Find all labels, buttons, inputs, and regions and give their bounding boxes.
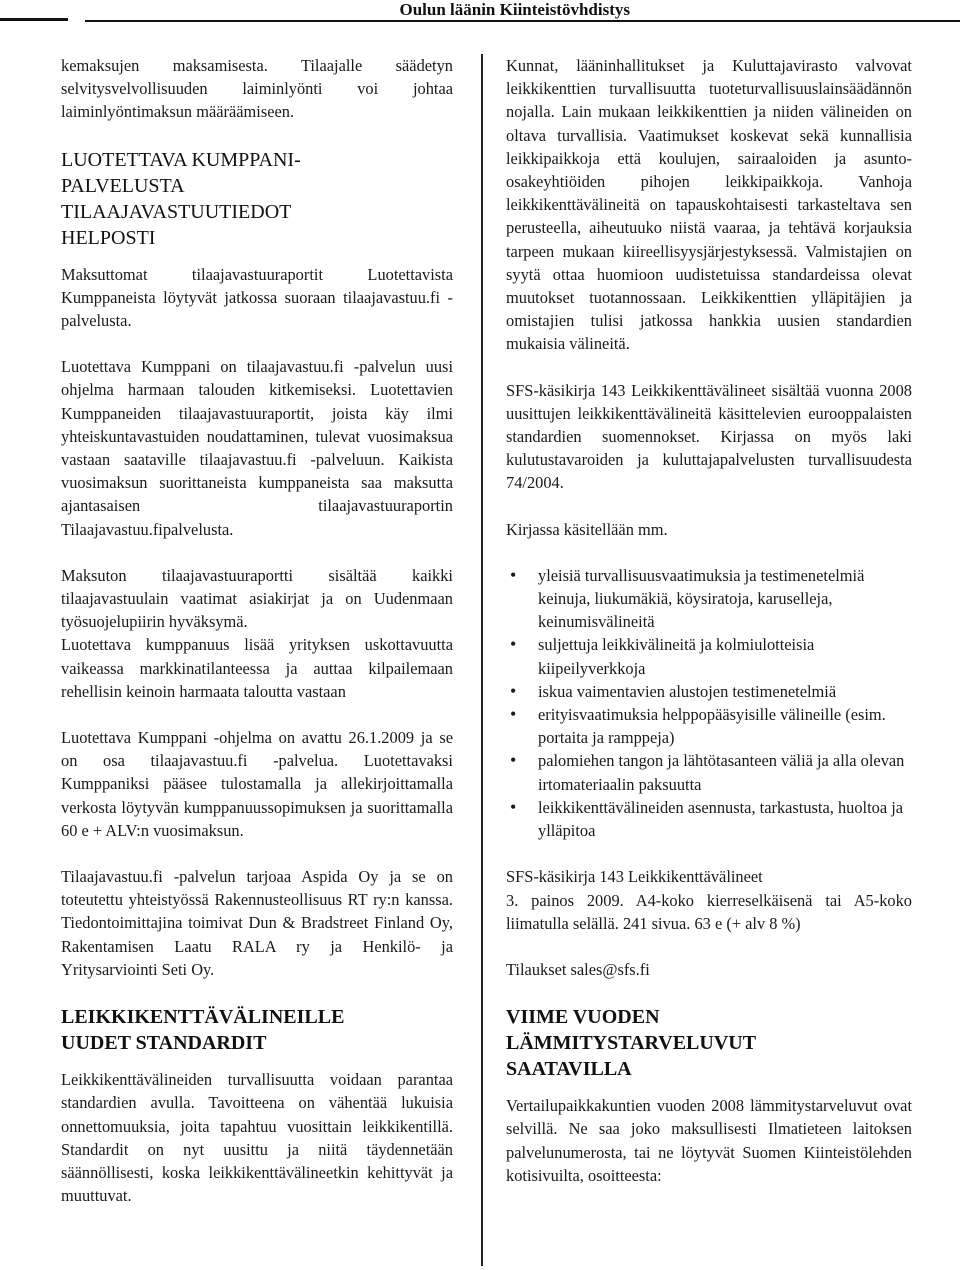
column-divider (481, 54, 483, 1266)
list-item: • erityisvaatimuksia helppopääsyisille välineille (esim. portaita ja ramppeja) (506, 703, 912, 749)
list-item: • iskua vaimentavien alustojen testimenetelmiä (506, 680, 912, 703)
left-column (61, 54, 453, 1207)
left-paragraph-7: Leikkikenttävälineiden turvallisuutta voidaan parantaa standardien avulla. Tavoitteena on vähentää lukuisia onnettomuuksia, joita tapahtuu vuosittain leikkikentillä. Standardit on nyt uusittu ja niitä täydennetään säännöllisesti, koska leikkikenttävälineetkin kehittyvät ja muuttuvat. (61, 1070, 453, 1206)
order-info: Tilaukset sales@sfs.fi (506, 959, 650, 979)
left-paragraph-5: Luotettava Kumppani -ohjelma on avattu 26.1.2009 ja se on osa tilaajavastuu.fi -palvelua. Luotettavaksi Kumppaniksi pääsee tulostamalla ja allekirjoittamalla verkosta löytyvän kumppanuussopimuksen ja suorittamalla 60 e + ALV:n vuosimaksun. (61, 728, 453, 840)
header-rule-right (85, 20, 960, 22)
left-paragraph-4: Luotettava kumppanuus lisää yrityksen uskottavuutta vaikeassa markkinatilanteessa ja auttaa kilpailemaan rehellisin keinoin harmaata taloutta vastaan (61, 635, 453, 701)
book-details: 3. painos 2009. A4-koko kierreselkäisenä tai A5-koko liimatulla selällä. 241 sivua. 63 e (+ alv 8 %) (506, 890, 912, 933)
right-column (506, 54, 912, 1187)
left-paragraph-1: Maksuttomat tilaajavastuuraportit Luotettavista Kumppaneista löytyvät jatkossa suoraan tilaajavastuu.fi -palvelusta. (61, 264, 453, 331)
list-item: • palomiehen tangon ja lähtötasanteen väliä ja alla olevan irtomateriaalin paksuutta (506, 749, 912, 795)
book-title: SFS-käsikirja 143 Leikkikenttävälineet (506, 867, 763, 887)
left-paragraph-3: Maksuton tilaajavastuuraportti sisältää kaikki tilaajavastuulain vaatimat asiakirjat ja on Uudenmaan työsuojelupiirin hyväksymä. (61, 565, 453, 632)
right-paragraph-1: Kunnat, lääninhallitukset ja Kuluttajavirasto valvovat leikkikenttien turvallisuutta tuoteturvallisuuslainsäädännön nojalla. Lain mukaan leikkikenttien ja niiden välineiden on oltava turvallisia. Vaatimukset koskevat sekä kunnallisia leikkipaikkoja että koulujen, sairaaloiden ja asunto-osakeyhtiöiden pihojen leikkipaikkoja. Vanhoja leikkikenttävälineitä on tapauskohtaisesti tarkasteltava sen perusteella, aiheutuuko niistä vaaraa, ja tehtävä korjauksia tarpeen mukaan kiireellisyysjärjestyksessä. Valmistajien on syytä ottaa huomioon uudistetuissa standardeissa olevat muutokset tuotannossaan. Leikkikenttien ylläpitäjien ja omistajien tulisi jatkossa hankkia uusien standardien mukaisia välineitä. (506, 56, 912, 354)
left-intro: kemaksujen maksamisesta. Tilaajalle säädetyn selvitysvelvollisuuden laiminlyönti voi johtaa laiminlyöntimaksun määräämiseen. (61, 56, 453, 122)
right-paragraph-2: SFS-käsikirja 143 Leikkikenttävälineet sisältää vuonna 2008 uusittujen leikkikenttävälineitä käsittelevien eurooppalaisten standardien suomennokset. Kirjassa on myös laki kulutustavaroiden ja kuluttajapalvelusten turvallisuudesta 74/2004. (506, 380, 912, 493)
list-item: • suljettuja leikkivälineitä ja kolmiulotteisia kiipeilyverkkoja (506, 633, 912, 679)
list-item: • yleisiä turvallisuusvaatimuksia ja testimenetelmiä keinuja, liukumäkiä, köysiratoja, karuselleja, keinumisvälineitä (506, 564, 912, 634)
heading-viime-vuoden: VIIME VUODEN LÄMMITYSTARVELUVUT SAATAVILLA (506, 1006, 757, 1081)
list-item: • leikkikenttävälineiden asennusta, tarkastusta, huoltoa ja ylläpitoa (506, 796, 912, 842)
left-paragraph-6: Tilaajavastuu.fi -palvelun tarjoaa Aspida Oy ja se on toteutettu yhteistyössä Rakennusteollisuus RT ry:n kanssa. Tiedontoimittajina toimivat Dun & Bradstreet Finland Oy, Rakentamisen Laatu RALA ry ja Henkilö- ja Yritysarviointi Seti Oy. (61, 867, 453, 979)
heading-luotettava-kumppani: LUOTETTAVA KUMPPANI- PALVELUSTA TILAAJAVASTUUTIEDOT HELPOSTI (61, 148, 301, 249)
heading-leikkikenttavalineille: LEIKKIKENTTÄVÄLINEILLE UUDET STANDARDIT (61, 1006, 345, 1055)
header-rule-left (0, 18, 68, 21)
bullet-list (506, 564, 912, 842)
publication-header: Oulun läänin Kiinteistövhdistys (399, 0, 630, 19)
left-paragraph-2: Luotettava Kumppani on tilaajavastuu.fi -palvelun uusi ohjelma harmaan talouden kitkemiseksi. Luotettavien Kumppaneiden tilaajavastuuraportit, joista käy ilmi yhteiskuntavastuiden noudattaminen, tulevat vuosimaksua vastaan saataville tilaajavastuu.fi -palveluun. Kaikista vuosimaksun suorittaneista kumppaneista saa maksutta ajantasaisen tilaajavastuuraportin Tilaajavastuu.fipalvelusta. (61, 357, 453, 539)
right-paragraph-6: Vertailupaikkakuntien vuoden 2008 lämmitystarveluvut ovat selvillä. Ne saa joko maksullisesti Ilmatieteen laitoksen palvelunumerosta, tai ne löytyvät Suomen Kiinteistölehden kotisivuilta, osoitteesta: (506, 1096, 912, 1185)
right-paragraph-3: Kirjassa käsitellään mm. (506, 519, 668, 539)
